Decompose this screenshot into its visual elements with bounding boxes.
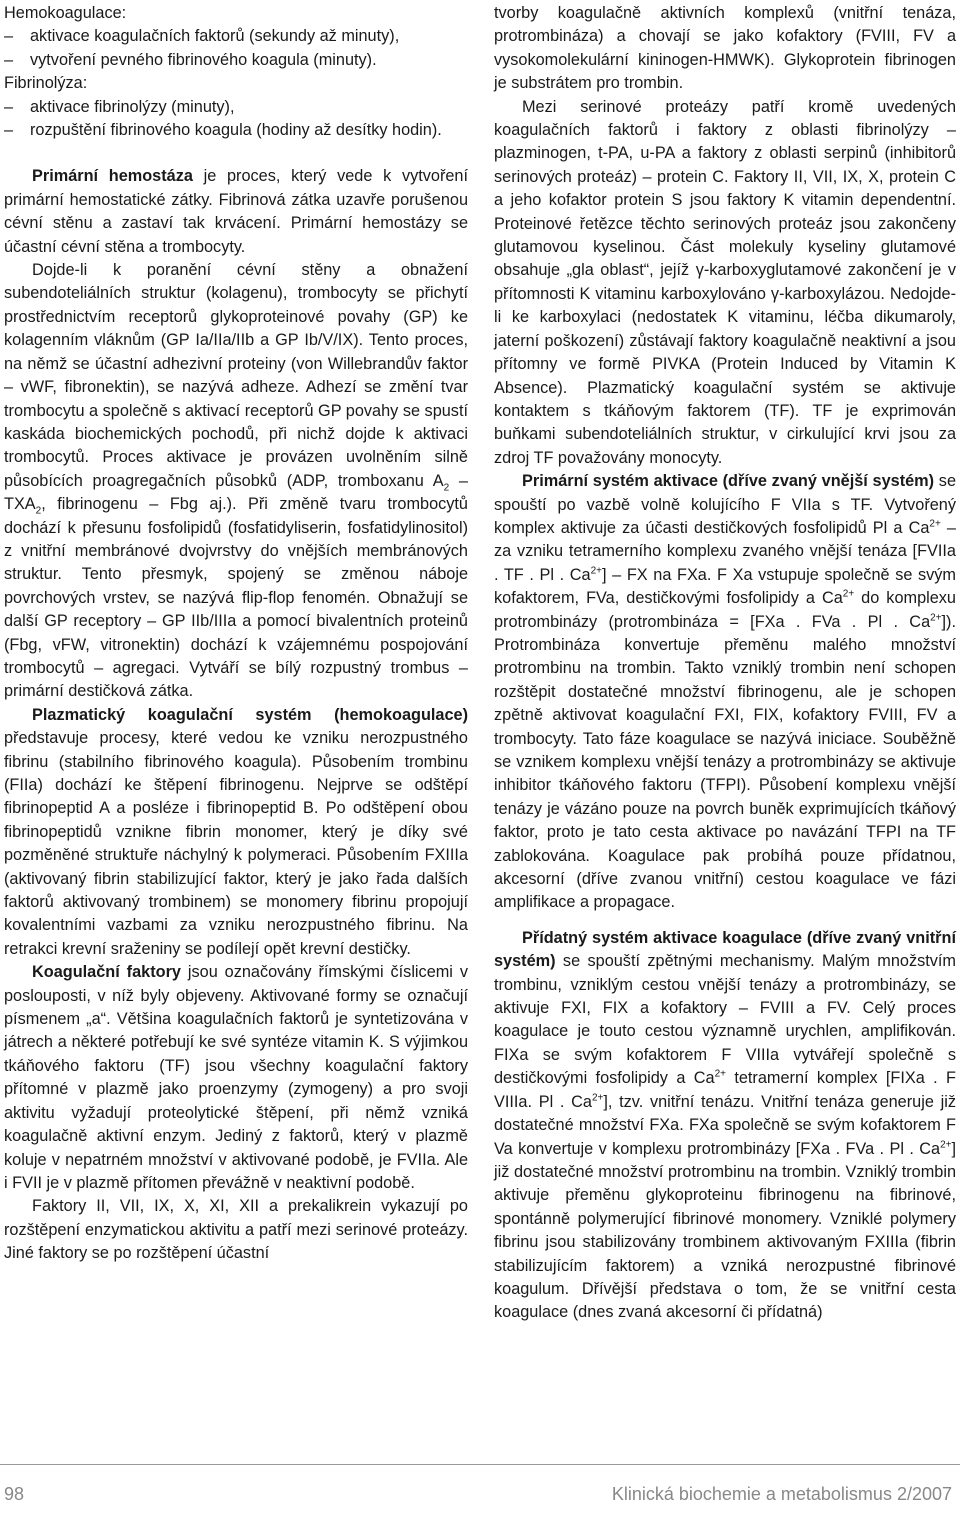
list-item-text: aktivace koagulačních faktorů (sekundy až minuty),: [30, 27, 400, 46]
list-item: [4, 25, 468, 48]
paragraph-text: – za vzniku tetramerního komplexu zvaného vnější tenáza [FVIIa . TF . Pl . Ca: [494, 518, 956, 584]
paragraph-continuation: tvorby koagulačně aktivních komplexů (vnitřní tenáza, protrombináza) a chovají se jako kofaktory (FVIII, FV a vysokomolekulární kininogen-HMWK). Glykoprotein fibrinogen je substrátem pro trombin.: [494, 4, 956, 93]
paragraph-text: Dojde-li k poranění cévní stěny a obnažení subendoteliálních struktur (kolagenu), trombocyty se přichytí prostřednictvím receptorů glykoproteinové povahy (GP) ke kolagenním vláknům (GP Ia/IIa/IIb a GP Ib/V/IX). Tento proces, na němž se účastní adhezivní proteiny (von Willebrandův faktor – vWF, fibronektin), se nazývá adheze. Adhezí se změní tvar trombocytu a společně s aktivací receptorů GP povahy se spustí kaskáda biochemických pochodů, při nichž dojde k aktivaci trombocytů. Proces aktivace je provázen uvolněním silně působících proagregačních působků (ADP, tromboxanu A: [4, 261, 468, 490]
paragraph-text: představuje procesy, které vedou ke vzniku nerozpustného fibrinu (stabilního fibrinového koagula). Působením trombinu (FIIa) dochází ke štěpení fibrinogenu. Nejprve se odštěpí fibrinopeptid A a posléze i fibrinopeptid B. Po odštěpení obou fibrinopeptidů vznikne fibrin monomer, který je díky své pozměněné struktuře náchylný k polymeraci. Působením FXIIIa (aktivovaný fibrin stabilizující faktor, který je jako řada dalších faktorů aktivovaný trombinem) se monomery fibrinu propojují kovalentními vazbami za vzniku nerozpustného fibrinu. Na retrakci krevní sraženiny se podílejí opět krevní destičky.: [4, 729, 468, 958]
paragraph-text: se spouští zpětnými mechanismy. Malým množstvím trombinu, vzniklým cestou vnější tenázy a protrombinázy, se aktivuje FXI, FIX a kofaktory – FVIII a FV. Celý proces koagulace je touto cestou významně urychlen, amplifikován. FIXa se svým kofaktorem F VIIIa vytvářejí společně s destičkovými fosfolipidy a Ca: [494, 952, 956, 1088]
subscript: 2: [443, 481, 450, 493]
paragraph-text: ] – FX na FXa. F Xa vstupuje společně se svým kofaktorem, FVa, destičkovými fosfolipidy a Ca: [494, 565, 956, 608]
list-dash: –: [4, 50, 14, 69]
superscript: 2+: [940, 1139, 952, 1151]
list-item-text: rozpuštění fibrinového koagula (hodiny až desítky hodin).: [30, 121, 442, 140]
term-pridatny-system-aktivace: Přídatný systém aktivace koagulace (dříve zvaný vnitřní systém): [494, 928, 956, 971]
superscript: 2+: [929, 518, 941, 530]
list-item-text: vytvoření pevného fibrinového koagula (minuty).: [30, 50, 377, 69]
left-column: [4, 2, 468, 1266]
journal-name: Klinická biochemie a metabolismus 2/2007: [611, 1484, 952, 1504]
paragraph-text: do komplexu protrombinázy (protrombináza = [FXa . FVa . Pl . Ca: [494, 589, 956, 631]
paragraph-accessory-activation: [494, 927, 956, 1325]
list-item: [4, 96, 468, 119]
paragraph-serine-proteases: Faktory II, VII, IX, X, XI, XII a prekalikrein vykazují po rozštěpení enzymatickou aktivitu a patří mezi serinové proteázy. Jiné faktory se po rozštěpení účastní: [4, 1197, 468, 1263]
right-column: [494, 2, 956, 1325]
subscript: 2: [35, 505, 42, 517]
list-item: [4, 49, 468, 72]
paragraph-text: tetramerní komplex [FIXa . F VIIIa. Pl . Ca: [494, 1069, 956, 1111]
paragraph-text: ], tzv. vnitřní tenázu. Vnitřní tenáza generuje již dostatečné množství FXa. FXa společně se svým kofaktorem F Va konvertuje v komplexu protrombinázy [FXa . FVa . Pl . Ca: [494, 1092, 956, 1158]
paragraph-text: – TXA: [4, 471, 468, 514]
superscript: 2+: [930, 612, 942, 624]
list-item: [4, 119, 468, 142]
superscript: 2+: [842, 588, 855, 600]
footer-rule: [0, 1464, 960, 1465]
list-dash: –: [4, 97, 14, 116]
paragraph-text: , fibrinogenu – Fbg aj.). Při změně tvaru trombocytů dochází k přesunu fosfolipidů (fosfatidyliserin, fosfatidylinositol) z vnitřní membránové dvojvrstvy do vnějších membránových struktur. Tento přesmyk, spojený se změnou náboje povrchových vrstev, se nazývá flip-flop fenomén. Obnažují se další GP receptory – GP IIb/IIIa a pomocí bivalentních proteinů (Fbg, vFW, vitronektin) dochází k vzájemnému pospojování trombocytů – agregaci. Vytváří se bílý rozpustný trombus – primární destičková zátka.: [4, 495, 468, 701]
paragraph-text: se spouští po vazbě volně kolujícího F VIIa s TF. Vytvořený komplex aktivuje za účasti destičkových fosfolipidů Pl a Ca: [494, 472, 956, 537]
paragraph-text: ]). Protrombináza konvertuje přeměnu malého množství protrombinu na trombin. Takto vzniklý trombin není schopen rozštěpit dostatečné množství fibrinogenu, ale je schopen zpětně aktivovat koagulační FXI, FIX, kofaktory FVIII, FV a trombocyty. Tato fáze koagulace se nazývá iniciace. Souběžně se vznikem komplexu vnější tenázy a protrombinázy se aktivuje inhibitor tkáňového faktoru (TFPI). Působení komplexu vnější tenázy je vázáno pouze na povrch buněk exprimujících tkáňový faktor, proto je tato cesta aktivace po navázání TFPI na TF zablokována. Koagulace pak probíhá pouze přídatnou, akcesorní (dříve zvanou vnitřní) cestou koagulace ve fázi amplifikace a propagace.: [494, 612, 956, 912]
list-dash: –: [4, 27, 14, 46]
paragraph-text: je proces, který vede k vytvoření primární hemostatické zátky. Fibrinová zátka uzavře porušenou cévní stěnu a zastaví tak krvácení. Primární hemostázy se účastní cévní stěna a trombocyty.: [4, 167, 468, 256]
paragraph-coagulation-factors: [4, 961, 468, 1195]
heading-hemokoagulace: Hemokoagulace:: [4, 4, 127, 22]
paragraph-text: ] již dostatečné množství protrombinu na trombin. Vzniklý trombin aktivuje přeměnu glykoproteinu fibrinogenu na fibrinové, spontánně polymerující fibrinové monomery. Vzniklé polymery fibrinu jsou stabilizovány trombinem aktivovaným FXIIIa (fibrin stabilizujícím faktorem) a vzniká nerozpustné fibrinové koagulum. Dřívější představa o tom, že se vnitřní cesta koagulace (dnes zvaná akcesorní či přídatná): [494, 1139, 956, 1322]
paragraph-plasma-coagulation: [4, 704, 468, 961]
list-item-text: aktivace fibrinolýzy (minuty),: [30, 97, 235, 116]
list-dash: –: [4, 121, 14, 140]
superscript: 2+: [591, 1092, 604, 1104]
heading-fibrinolyza: Fibrinolýza:: [4, 74, 88, 93]
paragraph-primary-activation: [494, 470, 956, 915]
term-plazmaticky-system: Plazmatický koagulační systém (hemokoagulace): [32, 705, 468, 724]
paragraph-primary-hemostasis: [4, 165, 468, 259]
paragraph-adhesion: [4, 259, 468, 704]
page-number: 98: [4, 1484, 25, 1504]
term-koagulacni-faktory: Koagulační faktory: [32, 963, 181, 982]
superscript: 2+: [590, 565, 602, 577]
paragraph-vitamin-k: Mezi serinové proteázy patří kromě uvedených koagulačních faktorů i faktory z oblasti fibrinolýzy – plazminogen, t-PA, u-PA a faktory z oblasti serpinů (inhibitorů serinových proteáz) – protein C. Faktory II, VII, IX, X, protein C a jeho kofaktor protein S jsou faktory K vitamin dependentní. Proteinové řetězce těchto serinových proteáz jsou zakončeny glutamovou kyselinou. Část molekuly kyseliny glutamové obsahuje „gla oblast“, jejíž γ-karboxyglutamové zakončení je v přítomnosti K vitaminu karboxylováno γ-karboxylázou. Nedojde-li ke karboxylaci (nedostatek K vitaminu, léčba dikumaroly, jaterní poškození) zůstávají faktory koagulačně neaktivní a jsou přítomny ve formě PIVKA (Protein Induced by Vitamin K Absence). Plazmatický koagulační systém se aktivuje kontaktem s tkáňovým faktorem (TF). TF je exprimován buňkami subendoteliálních struktur, v cirkulující krvi jsou za zdroj TF považovány monocyty.: [494, 97, 956, 467]
term-primarni-system-aktivace: Primární systém aktivace (dříve zvaný vnější systém): [522, 472, 935, 491]
superscript: 2+: [714, 1068, 726, 1080]
paragraph-text: jsou označovány římskými číslicemi v poslouposti, v níž byly objeveny. Aktivované formy se označují písmenem „a“. Většina koagulačních faktorů je syntetizována v játrech a některé potřebují ke své syntéze vitamin K. S výjimkou tkáňového faktoru (TF) jsou všechny koagulační faktory přítomné v plazmě jako proenzymy (zymogeny) a pro svoji aktivitu vyžadují proteolytické štěpení, při němž vzniká koagulačně aktivní enzym. Jediný z faktorů, který v plazmě koluje v nepatrném množství v aktivované podobě, je FVIIa. Ale i FVII je v plazmě přítomen převážně v neaktivní podobě.: [4, 963, 468, 1192]
term-primarni-hemostaza: Primární hemostáza: [32, 167, 193, 186]
